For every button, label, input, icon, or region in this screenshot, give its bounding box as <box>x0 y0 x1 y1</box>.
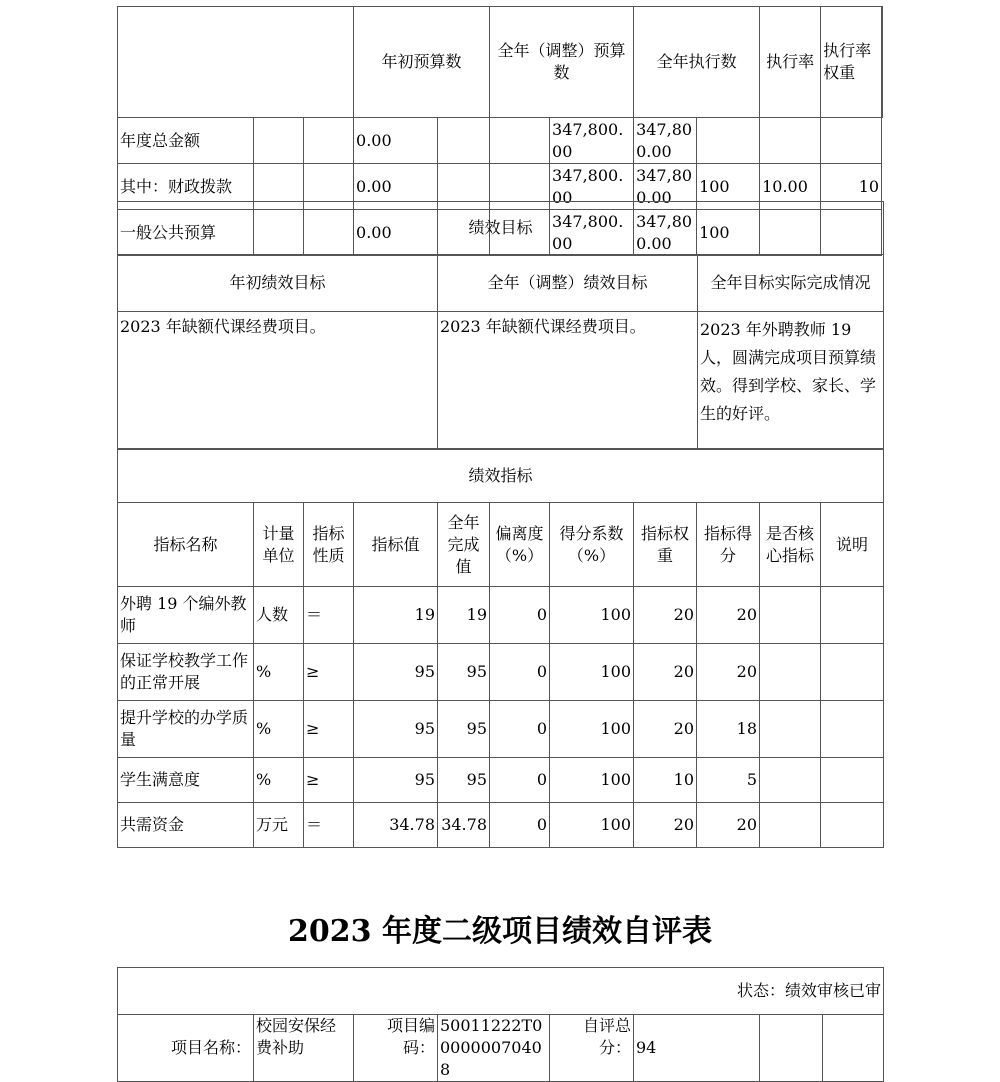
indicator-nature: ＝ <box>304 803 354 848</box>
indicator-note <box>821 587 884 644</box>
indicator-row <box>118 758 884 803</box>
budget-row <box>118 118 883 164</box>
indicator-actual: 19 <box>438 587 490 644</box>
budget-row-score: 10 <box>821 164 882 210</box>
indicators-section-title: 绩效指标 <box>118 450 884 503</box>
budget-header-rate: 执行率 <box>760 7 821 118</box>
goals-header-adjusted: 全年（调整）绩效目标 <box>438 255 698 312</box>
indicator-core <box>760 701 821 758</box>
indicator-header: 得分系数（%） <box>550 503 634 587</box>
indicator-row <box>118 644 884 701</box>
budget-row-score <box>821 118 882 164</box>
goals-section-title: 绩效目标 <box>118 202 884 255</box>
indicators-header-row <box>118 503 884 587</box>
budget-row-weight <box>760 118 821 164</box>
budget-row-adjusted: 347,800.00 <box>550 210 634 256</box>
indicator-header: 指标值 <box>354 503 438 587</box>
indicator-actual: 95 <box>438 644 490 701</box>
indicator-note <box>821 803 884 848</box>
indicator-core <box>760 644 821 701</box>
budget-header-adjusted: 全年（调整）预算数 <box>490 7 634 118</box>
indicator-name: 外聘 19 个编外教师 <box>118 587 254 644</box>
budget-row-initial: 0.00 <box>354 210 438 256</box>
budget-row-name: 年度总金额 <box>118 118 254 164</box>
indicator-deviation: 0 <box>490 701 550 758</box>
budget-row-adjusted: 347,800.00 <box>550 118 634 164</box>
budget-header-initial: 年初预算数 <box>354 7 490 118</box>
indicator-target: 95 <box>354 644 438 701</box>
project-name-value: 校园安保经费补助 <box>254 1015 354 1082</box>
budget-row-executed: 347,800.00 <box>634 164 697 210</box>
self-score-value: 94 <box>634 1015 760 1082</box>
indicator-nature: ≥ <box>304 644 354 701</box>
indicator-weight: 20 <box>634 803 697 848</box>
indicator-target: 19 <box>354 587 438 644</box>
indicator-deviation: 0 <box>490 803 550 848</box>
budget-header-score <box>882 7 883 118</box>
indicator-target: 95 <box>354 758 438 803</box>
indicator-header: 是否核心指标 <box>760 503 821 587</box>
budget-header-blank <box>118 7 354 118</box>
indicator-coef: 100 <box>550 758 634 803</box>
goals-header-initial: 年初绩效目标 <box>118 255 438 312</box>
indicator-actual: 34.78 <box>438 803 490 848</box>
project-code-value: 50011222T000000070408 <box>438 1015 550 1082</box>
indicator-weight: 20 <box>634 587 697 644</box>
indicator-unit: % <box>254 644 304 701</box>
indicator-deviation: 0 <box>490 758 550 803</box>
budget-row-rate <box>697 118 760 164</box>
indicator-header: 全年完成值 <box>438 503 490 587</box>
indicator-nature: ≥ <box>304 701 354 758</box>
indicators-table <box>117 449 884 848</box>
indicator-name: 提升学校的办学质量 <box>118 701 254 758</box>
goals-initial-text: 2023 年缺额代课经费项目。 <box>118 312 438 449</box>
budget-row-rate: 100 <box>697 164 760 210</box>
indicator-header: 指标得分 <box>697 503 760 587</box>
indicator-unit: % <box>254 701 304 758</box>
budget-row-weight: 10.00 <box>760 164 821 210</box>
indicator-coef: 100 <box>550 803 634 848</box>
indicator-note <box>821 644 884 701</box>
budget-row-name: 一般公共预算 <box>118 210 254 256</box>
indicator-actual: 95 <box>438 758 490 803</box>
indicator-deviation: 0 <box>490 587 550 644</box>
indicator-coef: 100 <box>550 587 634 644</box>
status-text: 状态：绩效审核已审 <box>118 968 884 1015</box>
indicator-core <box>760 758 821 803</box>
indicator-score: 20 <box>697 644 760 701</box>
indicator-core <box>760 803 821 848</box>
indicator-header: 计量单位 <box>254 503 304 587</box>
budget-row-rate: 100 <box>697 210 760 256</box>
indicator-weight: 10 <box>634 758 697 803</box>
indicator-row <box>118 803 884 848</box>
indicator-score: 5 <box>697 758 760 803</box>
budget-row-name: 其中：财政拨款 <box>118 164 254 210</box>
indicator-header: 指标权重 <box>634 503 697 587</box>
indicator-score: 20 <box>697 587 760 644</box>
indicator-target: 95 <box>354 701 438 758</box>
indicator-header: 指标名称 <box>118 503 254 587</box>
indicator-note <box>821 701 884 758</box>
indicator-core <box>760 587 821 644</box>
indicator-weight: 20 <box>634 644 697 701</box>
indicator-header: 偏离度（%） <box>490 503 550 587</box>
indicator-actual: 95 <box>438 701 490 758</box>
indicator-row <box>118 701 884 758</box>
form-title: 2023 年度二级项目绩效自评表 <box>288 914 712 949</box>
budget-row-adjusted: 347,800.00 <box>550 164 634 210</box>
indicator-name: 学生满意度 <box>118 758 254 803</box>
indicator-target: 34.78 <box>354 803 438 848</box>
budget-header-executed: 全年执行数 <box>634 7 760 118</box>
indicator-nature: ＝ <box>304 587 354 644</box>
indicator-header: 说明 <box>821 503 884 587</box>
budget-row-initial: 0.00 <box>354 164 438 210</box>
project-info-table <box>117 967 884 1082</box>
indicator-unit: 万元 <box>254 803 304 848</box>
indicator-name: 共需资金 <box>118 803 254 848</box>
indicator-score: 18 <box>697 701 760 758</box>
budget-row-initial: 0.00 <box>354 118 438 164</box>
indicator-weight: 20 <box>634 701 697 758</box>
indicator-unit: % <box>254 758 304 803</box>
goals-table <box>117 201 884 449</box>
indicator-unit: 人数 <box>254 587 304 644</box>
budget-row-executed: 347,800.00 <box>634 118 697 164</box>
indicator-score: 20 <box>697 803 760 848</box>
goals-actual-text: 2023 年外聘教师 19 人，圆满完成项目预算绩效。得到学校、家长、学生的好评。 <box>698 312 884 449</box>
indicator-deviation: 0 <box>490 644 550 701</box>
goals-header-actual: 全年目标实际完成情况 <box>698 255 884 312</box>
indicator-header: 指标性质 <box>304 503 354 587</box>
budget-header-weight: 执行率权重 <box>821 7 882 118</box>
self-score-label: 自评总分： <box>550 1015 634 1082</box>
project-code-label: 项目编码： <box>354 1015 438 1082</box>
indicator-note <box>821 758 884 803</box>
goals-adjusted-text: 2023 年缺额代课经费项目。 <box>438 312 698 449</box>
indicator-coef: 100 <box>550 701 634 758</box>
indicator-nature: ≥ <box>304 758 354 803</box>
indicator-coef: 100 <box>550 644 634 701</box>
indicator-name: 保证学校教学工作的正常开展 <box>118 644 254 701</box>
indicator-row <box>118 587 884 644</box>
project-name-label: 项目名称： <box>118 1015 254 1082</box>
budget-row-executed: 347,800.00 <box>634 210 697 256</box>
